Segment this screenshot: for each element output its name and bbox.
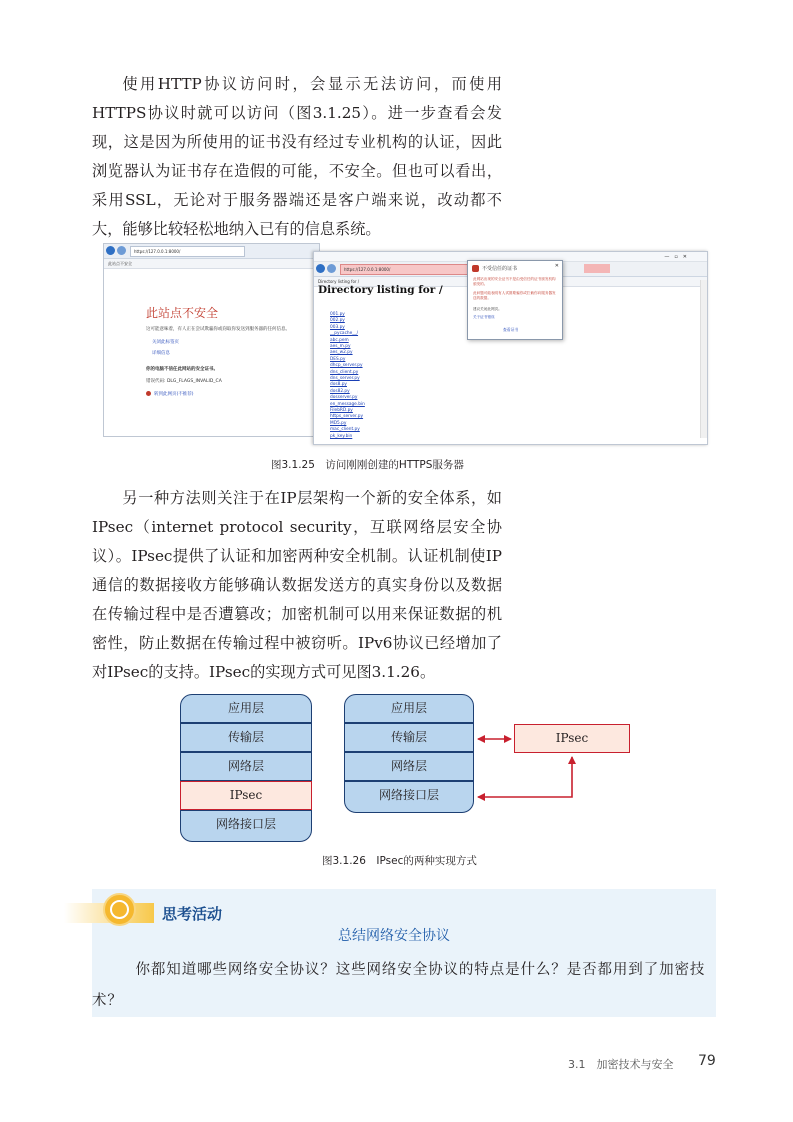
file-link[interactable]: aes_w2.py xyxy=(330,350,353,356)
body-paragraph-1: 使用HTTP协议访问时，会显示无法访问，而使用HTTPS协议时就可以访问（图3.1.25）。进一步查看会发现，这是因为所使用的证书没有经过专业机构的认证，因此浏览器认为证书存在造假的可能，不安全。但也可以看出，采用SSL，无论对于服务器端还是客户端来说，改动都不大，能够比较轻松地纳入已有的信息系统。 xyxy=(92,75,502,238)
right-layer-interface: 网络接口层 xyxy=(344,781,474,813)
file-link[interactable]: __pycache__/ xyxy=(330,331,359,337)
left-layer-interface: 网络接口层 xyxy=(180,810,312,842)
details-link[interactable]: 详细信息 xyxy=(152,351,170,356)
figure-caption-3-1-26: 图3.1.26 IPsec的两种实现方式 xyxy=(322,855,477,867)
figure-caption-3-1-25: 图3.1.25 访问刚刚创建的HTTPS服务器 xyxy=(271,459,464,471)
file-link[interactable]: en_message.bin xyxy=(330,401,365,407)
right-layer-network: 网络层 xyxy=(344,752,474,781)
left-layer-application: 应用层 xyxy=(180,694,312,723)
directory-heading: Directory listing for / xyxy=(318,284,443,296)
left-layer-transport: 传输层 xyxy=(180,723,312,752)
cert-untrusted-text: 你的电脑不信任此网站的安全证书。 xyxy=(146,367,218,372)
file-link[interactable]: 001.py xyxy=(330,312,345,317)
cert-popup-title: 不受信任的证书 xyxy=(482,266,518,272)
view-certificate-button[interactable]: 查看证书 xyxy=(503,327,519,332)
arrow-ipsec-interface xyxy=(478,757,572,797)
footer-section: 3.1 加密技术与安全 xyxy=(568,1058,674,1071)
url-field-left[interactable]: https://127.0.0.1:8000/ xyxy=(130,246,245,257)
continue-link[interactable]: 转到此网页(不推荐) xyxy=(154,392,194,397)
file-link[interactable]: dos8.py xyxy=(330,382,347,388)
left-layer-ipsec: IPsec xyxy=(180,781,312,810)
right-layer-transport: 传输层 xyxy=(344,723,474,752)
file-link[interactable]: pk_key.bin xyxy=(330,433,353,439)
file-link[interactable]: FilebRD.py xyxy=(330,408,353,413)
file-link[interactable]: MD5.py xyxy=(330,420,347,426)
error-code: 错误代码: DLG_FLAGS_INVALID_CA xyxy=(146,379,222,384)
activity-question: 你都知道哪些网络安全协议？这些网络安全协议的特点是什么？是否都用到了加密技术？ xyxy=(92,962,706,1009)
file-link[interactable]: DES.py xyxy=(330,356,346,362)
cert-popup-link[interactable]: 关于证书错误 xyxy=(473,315,495,319)
file-link[interactable]: dhcp_server.py xyxy=(330,363,363,369)
file-link[interactable]: dos82.py xyxy=(330,388,350,394)
warning-text: 这可能意味着，有人正在尝试欺骗你或窃取你发送到服务器的任何信息。 xyxy=(146,327,290,332)
page-number: 79 xyxy=(698,1053,716,1069)
window-controls-icon[interactable]: — ▫ ✕ xyxy=(664,254,687,260)
file-link[interactable]: https_server.py xyxy=(330,414,364,420)
cert-popup-text2: 此问题可能表明有人试图欺骗你或拦截你向服务器发送的数据。 xyxy=(473,291,556,300)
file-link[interactable]: mac_client.py xyxy=(330,427,360,433)
file-link[interactable]: 002.py xyxy=(330,318,345,324)
left-layer-network: 网络层 xyxy=(180,752,312,781)
close-icon[interactable]: ✕ xyxy=(554,263,559,269)
close-tab-link[interactable]: 关闭此标签页 xyxy=(152,340,179,345)
warning-title: 此站点不安全 xyxy=(146,306,219,320)
tab-right[interactable]: Directory listing for / xyxy=(318,279,360,284)
file-link[interactable]: 003.py xyxy=(330,324,345,330)
url-field-right[interactable]: https://127.0.0.1:8000/ xyxy=(340,264,525,275)
right-layer-application: 应用层 xyxy=(344,694,474,723)
file-link[interactable]: aes_m.py xyxy=(330,344,351,349)
activity-label: 思考活动 xyxy=(162,905,223,923)
cert-popup-text3: 建议关闭此网页。 xyxy=(473,307,502,311)
thinking-icon-ring xyxy=(110,900,129,919)
body-paragraph-2: 另一种方法则关注于在IP层架构一个新的安全体系，如IPsec（internet protocol security，互联网络层安全协议）。IPsec提供了认证和加密两种安全机制。认证机制使IP通信的数据接收方能够确认数据发送方的真实身份以及数据在传输过程中是否遭篡改；加密机制可以用来保证数据的机密性，防止数据在传输过程中被窃听。IPv6协议已经增加了对IPsec的支持。IPsec的实现方式可见图3.1.26。 xyxy=(92,489,502,681)
file-link[interactable]: dns_client.py xyxy=(330,369,359,375)
cert-popup-text1: 此网站出现的安全证书不是由受信任的证书颁发机构颁发的。 xyxy=(473,277,556,286)
file-link[interactable]: dosserver.py xyxy=(330,395,358,401)
ipsec-module: IPsec xyxy=(514,724,630,753)
activity-title: 总结网络安全协议 xyxy=(338,928,450,944)
tab-left[interactable]: 此站点不安全 xyxy=(108,261,132,266)
file-link[interactable]: dns_server.py xyxy=(330,376,360,381)
file-link[interactable]: abc.pem xyxy=(330,337,349,343)
